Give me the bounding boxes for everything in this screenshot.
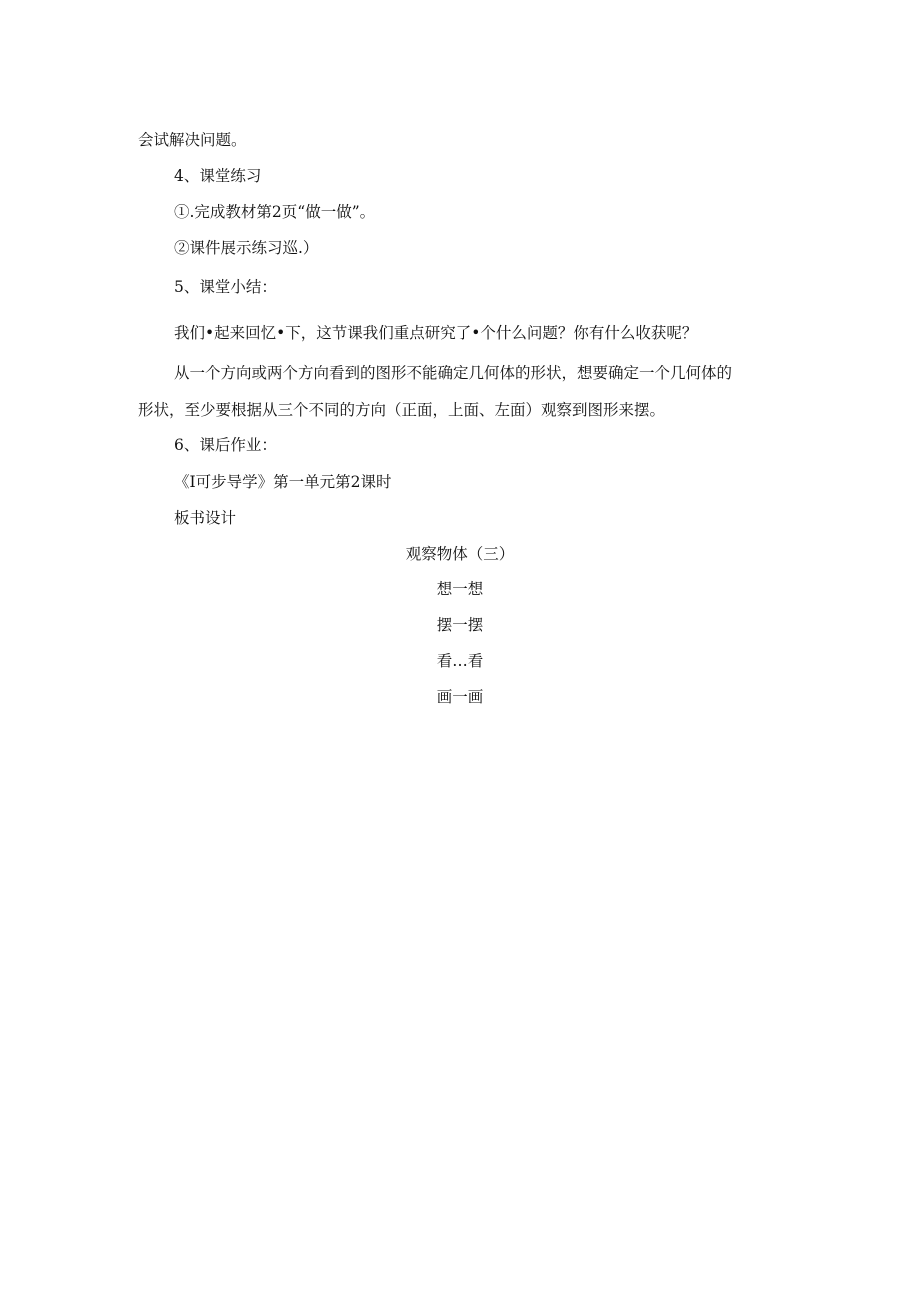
text-line: ①.完成教材第2页“做一做”。 [174, 203, 376, 221]
board-item: 画一画 [436, 688, 484, 706]
section-heading: 6、课后作业： [174, 436, 277, 454]
section-heading: 5、课堂小结： [174, 278, 277, 296]
board-item: 摆一摆 [436, 616, 484, 634]
text-line: 形状，至少要根据从三个不同的方向（正面，上面、左面）观察到图形来摆。 [138, 401, 666, 419]
board-item: 想一想 [436, 580, 484, 598]
section-heading: 板书设计 [174, 509, 237, 527]
text-line: 《I可步导学》第一单元第2课时 [174, 473, 392, 491]
text-line: ②课件展示练习巡.） [174, 239, 319, 257]
board-item: 看…看 [436, 652, 484, 670]
board-title: 观察物体（三） [405, 545, 515, 563]
text-line: 会试解决问题。 [138, 131, 247, 149]
text-line: 我们•起来回忆•下，这节课我们重点研究了•个什么问题？你有什么收获呢？ [174, 324, 698, 342]
section-heading: 4、课堂练习 [174, 167, 262, 185]
text-line: 从一个方向或两个方向看到的图形不能确定几何体的形状，想要确定一个几何体的 [174, 364, 733, 382]
